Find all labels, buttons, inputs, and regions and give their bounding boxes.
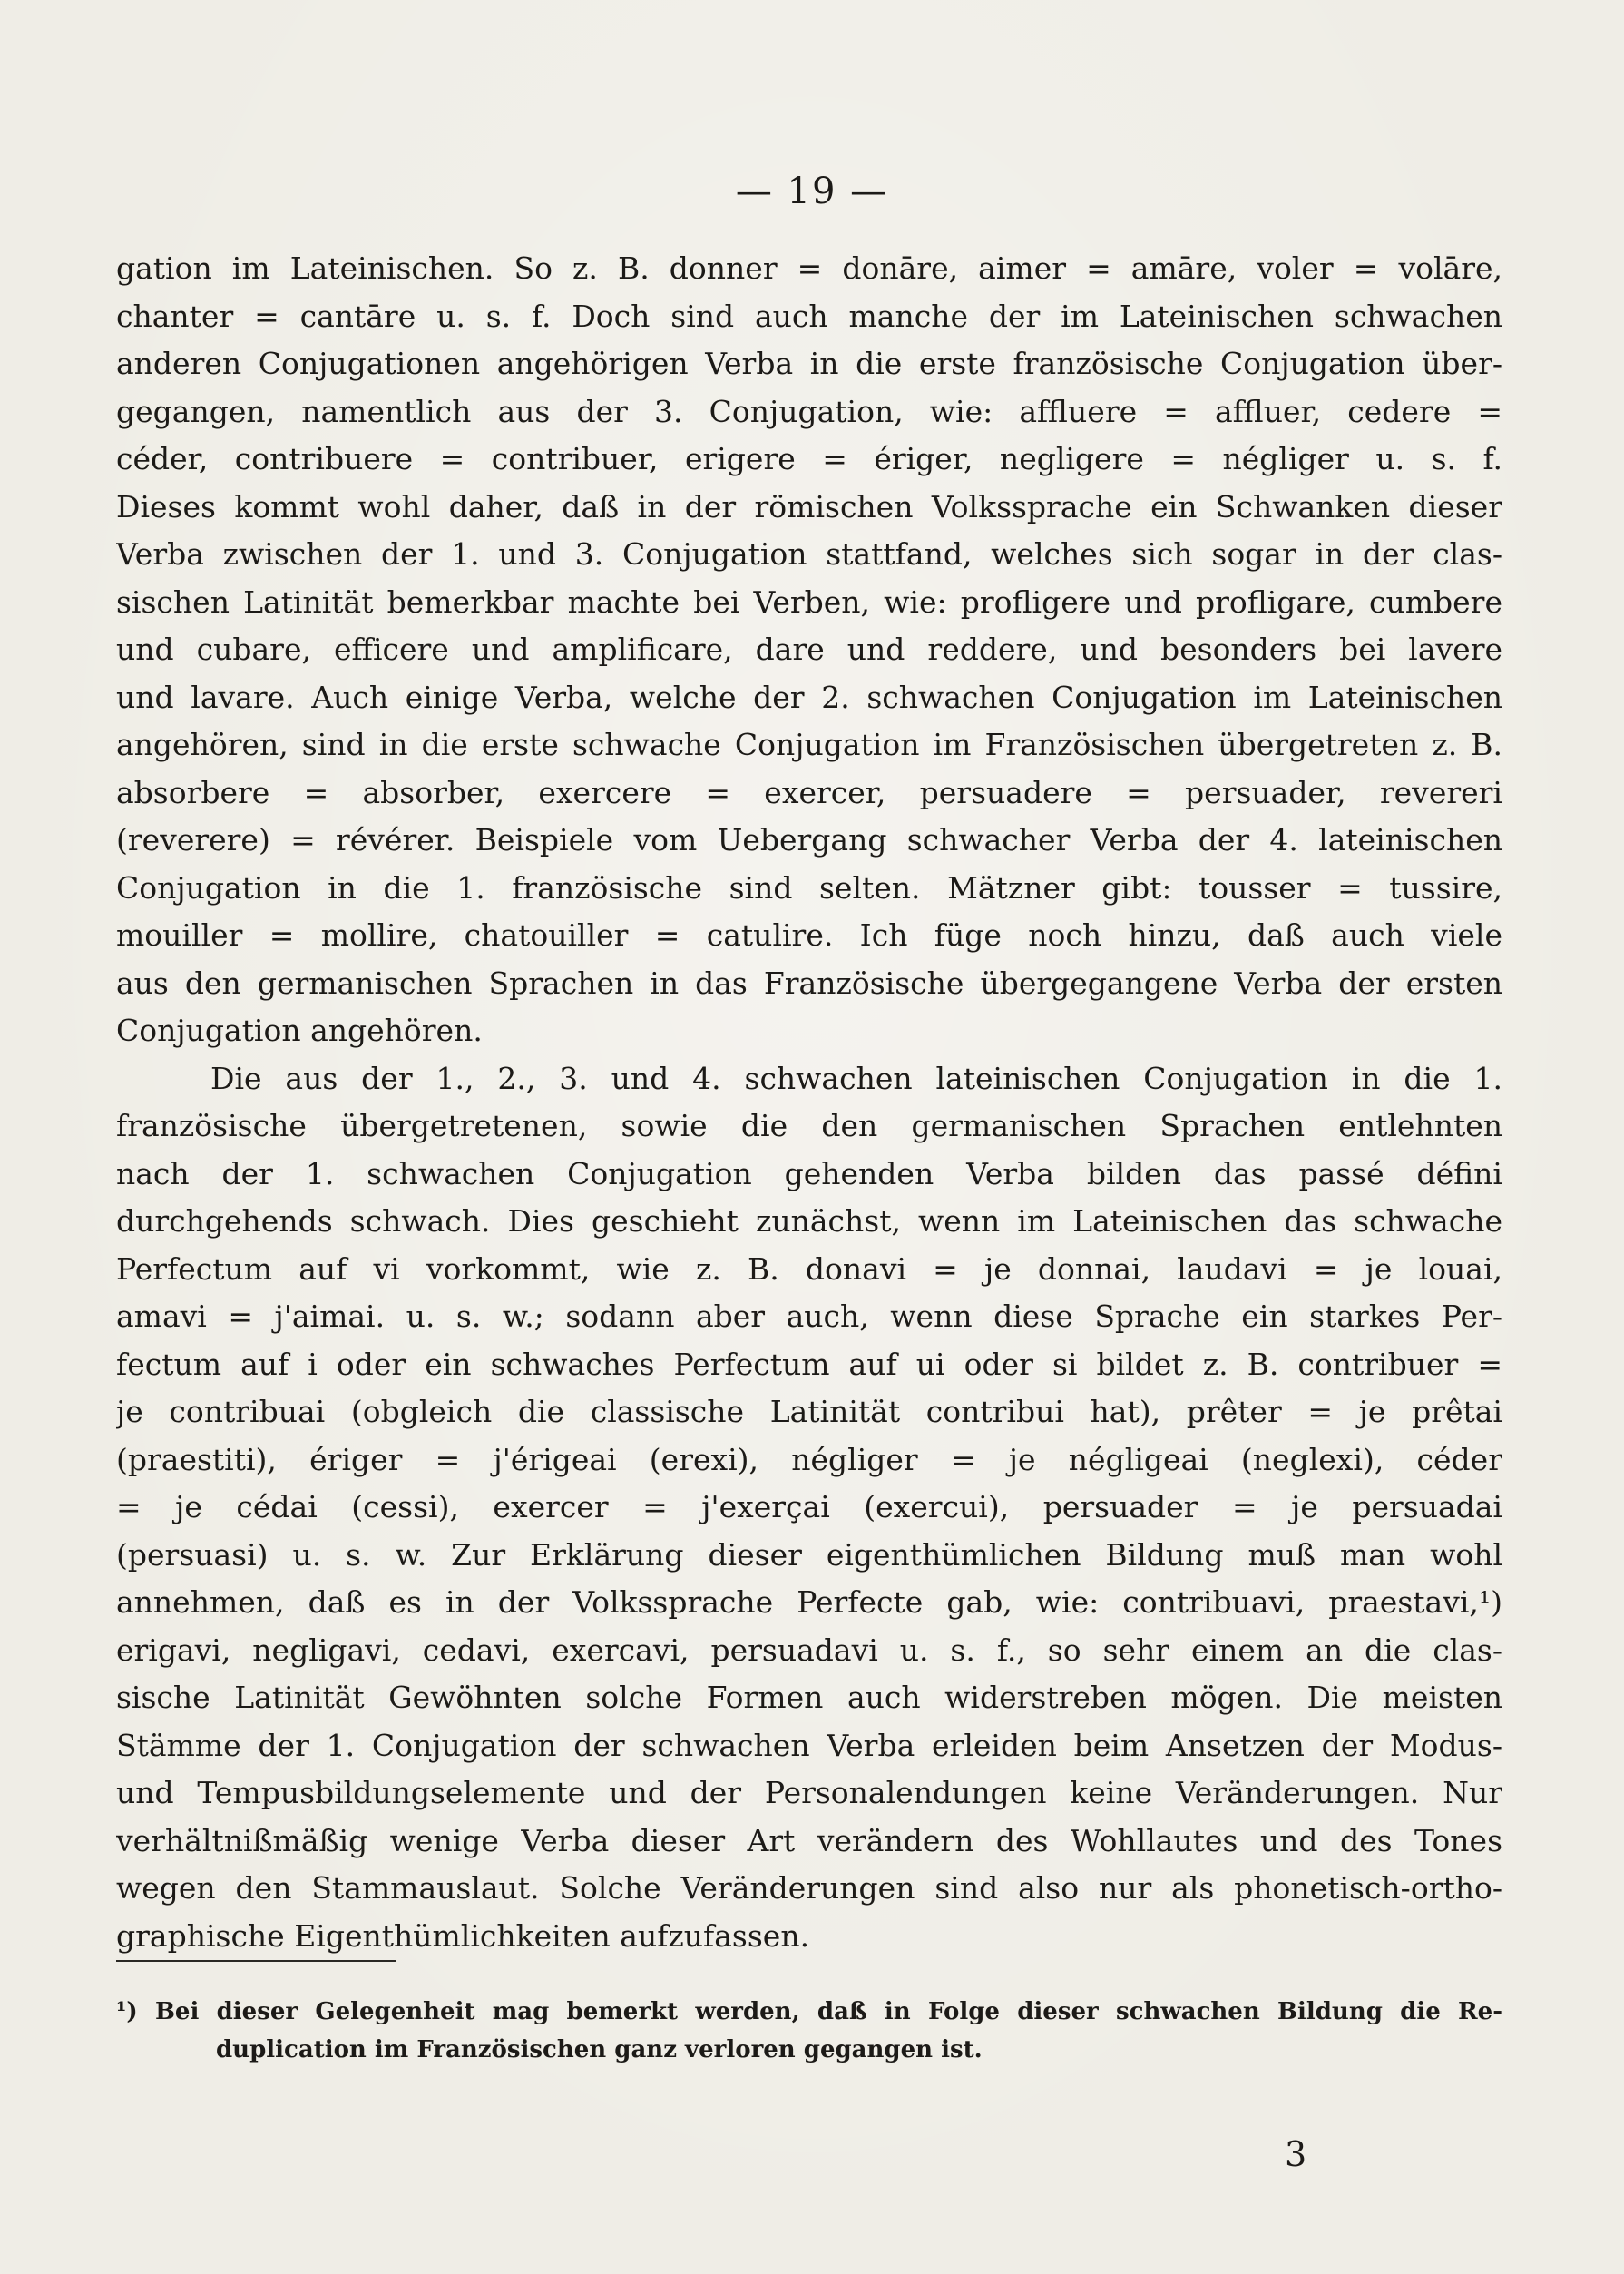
text-line: und cubare, efficere und amplificare, dare und reddere, und besonders bei lavere	[116, 632, 1502, 667]
text-line: (praestiti), ériger = j'érigeai (erexi), négliger = je négligeai (neglexi), céder	[116, 1441, 1502, 1477]
text-line: Perfectum auf vi vorkommt, wie z. B. donavi = je donnai, laudavi = je louai,	[116, 1250, 1502, 1287]
text-line: durchgehends schwach. Dies geschieht zunächst, wenn im Lateinischen das schwache	[116, 1203, 1502, 1239]
footnote-line: ¹) Bei dieser Gelegenheit mag bemerkt werden, daß in Folge dieser schwachen Bildung die Re-	[116, 1998, 1502, 2025]
footnote	[116, 1993, 1502, 2069]
signature-mark: 3	[1285, 2134, 1307, 2174]
text-line: = je cédai (cessi), exercer = j'exerçai (exercui), persuader = je persuadai	[116, 1489, 1502, 1524]
text-line: Dieses kommt wohl daher, daß in der römischen Volkssprache ein Schwanken dieser	[116, 488, 1502, 524]
text-line: verhältnißmäßig wenige Verba dieser Art verändern des Wohllautes und des Tones	[116, 1822, 1502, 1858]
text-line: amavi = j'aimai. u. s. w.; sodann aber auch, wenn diese Sprache ein starkes Per-	[116, 1299, 1502, 1334]
text-line: und lavare. Auch einige Verba, welche der 2. schwachen Conjugation im Lateinischen	[116, 679, 1502, 715]
text-line: aus den germanischen Sprachen in das Französische übergegangene Verba der ersten	[116, 965, 1502, 1001]
text-line: sischen Latinität bemerkbar machte bei Verben, wie: profligere und profligare, cumbere	[116, 583, 1502, 620]
text-line: wegen den Stammauslaut. Solche Veränderungen sind also nur als phonetisch-ortho-	[116, 1870, 1502, 1906]
page-number: — 19 —	[735, 171, 889, 212]
text-line: nach der 1. schwachen Conjugation gehenden Verba bilden das passé défini	[116, 1155, 1502, 1191]
text-line: Stämme der 1. Conjugation der schwachen Verba erleiden beim Ansetzen der Modus-	[116, 1727, 1502, 1763]
text-line: graphische Eigenthümlichkeiten aufzufassen.	[116, 1917, 810, 1954]
text-line: chanter = cantāre u. s. f. Doch sind auch manche der im Lateinischen schwachen	[116, 298, 1502, 334]
text-line: je contribuai (obgleich die classische Latinität contribui hat), prêter = je prêtai	[116, 1394, 1502, 1429]
body-text	[116, 245, 1502, 1960]
text-line: fectum auf i oder ein schwaches Perfectum auf ui oder si bildet z. B. contribuer =	[116, 1346, 1502, 1382]
text-line: französische übergetretenen, sowie die den germanischen Sprachen entlehnten	[116, 1108, 1502, 1143]
text-line: erigavi, negligavi, cedavi, exercavi, persuadavi u. s. f., so sehr einem an die clas-	[116, 1632, 1502, 1668]
text-line: (persuasi) u. s. w. Zur Erklärung dieser eigenthümlichen Bildung muß man wohl	[116, 1536, 1502, 1573]
text-line: Die aus der 1., 2., 3. und 4. schwachen lateinischen Conjugation in die 1.	[210, 1060, 1502, 1096]
text-line: sische Latinität Gewöhnten solche Formen auch widerstreben mögen. Die meisten	[116, 1680, 1502, 1715]
text-line: mouiller = mollire, chatouiller = catulire. Ich füge noch hinzu, daß auch viele	[116, 917, 1502, 953]
footnote-line: duplication im Französischen ganz verloren gegangen ist.	[216, 2036, 983, 2063]
footnote-rule	[116, 1960, 396, 1962]
text-line: absorbere = absorber, exercere = exercer, persuadere = persuader, revereri	[116, 774, 1502, 810]
text-line: (reverere) = révérer. Beispiele vom Uebergang schwacher Verba der 4. lateinischen	[116, 822, 1502, 858]
text-line: angehören, sind in die erste schwache Conjugation im Französischen übergetreten z. B.	[116, 727, 1502, 762]
text-line: anderen Conjugationen angehörigen Verba in die erste französische Conjugation über-	[116, 346, 1502, 381]
text-line: Conjugation angehören.	[116, 1013, 483, 1048]
text-line: Conjugation in die 1. französische sind selten. Mätzner gibt: tousser = tussire,	[116, 869, 1502, 906]
text-line: céder, contribuere = contribuer, erigere = ériger, negligere = négliger u. s. f.	[116, 441, 1502, 476]
text-line: und Tempusbildungselemente und der Personalendungen keine Veränderungen. Nur	[116, 1775, 1502, 1810]
text-line: Verba zwischen der 1. und 3. Conjugation stattfand, welches sich sogar in der clas-	[116, 536, 1502, 572]
text-line: gegangen, namentlich aus der 3. Conjugation, wie: affluere = affluer, cedere =	[116, 393, 1502, 429]
text-line: gation im Lateinischen. So z. B. donner = donāre, aimer = amāre, voler = volāre,	[116, 250, 1502, 286]
text-line: annehmen, daß es in der Volkssprache Perfecte gab, wie: contribuavi, praestavi,¹)	[116, 1584, 1502, 1620]
